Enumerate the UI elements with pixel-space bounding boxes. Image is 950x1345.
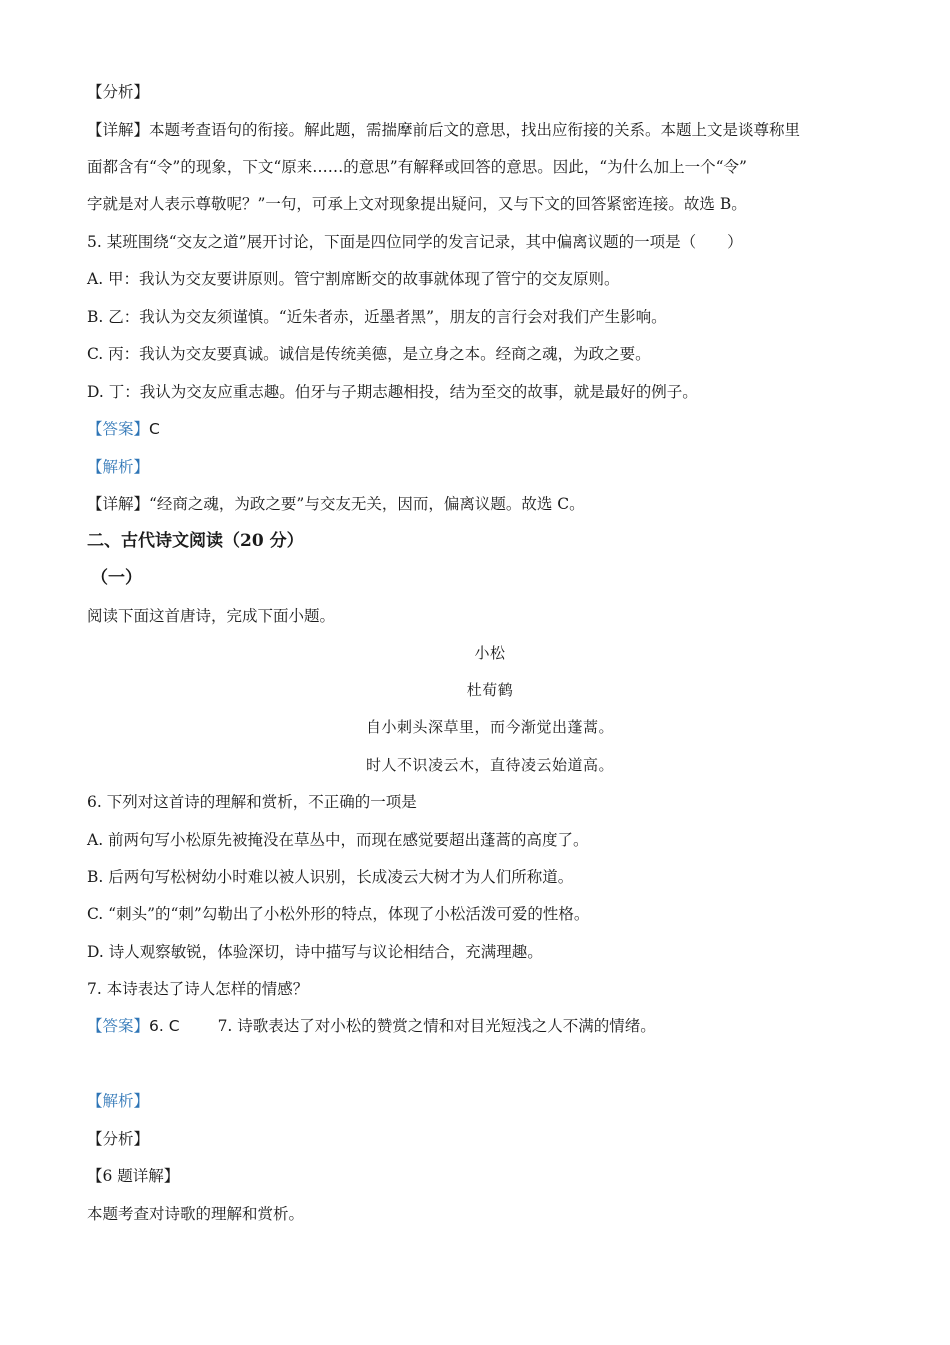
answer-label: 【答案】 xyxy=(87,420,150,438)
poem-line-2: 时人不识凌云木，直待凌云始道高。 xyxy=(365,756,614,774)
question-5-option-c: C. 丙：我认为交友要真诚。诚信是传统美德，是立身之本。经商之魂，为政之要。 xyxy=(87,345,651,363)
analysis-label: 【分析】 xyxy=(87,83,150,101)
question-5: 5. 某班围绕“交友之道”展开讨论，下面是四位同学的发言记录，其中偏离议题的一项是（ ） xyxy=(87,233,743,251)
poem-line-1: 自小刺头深草里，而今渐觉出蓬蒿。 xyxy=(365,718,614,736)
answer-value: C xyxy=(149,420,160,438)
question-5-option-b: B. 乙：我认为交友须谨慎。“近朱者赤，近墨者黑”，朋友的言行会对我们产生影响。 xyxy=(87,308,667,326)
question-6-option-c: C. “刺头”的“刺”勾勒出了小松外形的特点，体现了小松活泼可爱的性格。 xyxy=(87,905,590,923)
subsection-heading: （一） xyxy=(91,568,142,588)
question-5-option-d: D. 丁：我认为交友应重志趣。伯牙与子期志趣相投，结为至交的故事，就是最好的例子。 xyxy=(87,383,698,401)
detail-6-text: 本题考查对诗歌的理解和赏析。 xyxy=(87,1205,305,1223)
detail-paragraph-line2: 面都含有“令”的现象，下文“原来……的意思”有解释或回答的意思。因此，“为什么加上一个“令” xyxy=(87,158,747,176)
question-6: 6. 下列对这首诗的理解和赏析，不正确的一项是 xyxy=(87,793,417,811)
question-6-option-b: B. 后两句写松树幼小时难以被人识别，长成凌云大树才为人们所称道。 xyxy=(87,868,574,886)
question-6-option-d: D. 诗人观察敏锐，体验深切，诗中描写与议论相结合，充满理趣。 xyxy=(87,943,543,961)
detail-paragraph-line1: 【详解】本题考查语句的衔接。解此题，需揣摩前后文的意思，找出应衔接的关系。本题上文是谈尊称里 xyxy=(87,121,801,139)
explanation-label: 【解析】 xyxy=(87,458,150,476)
question-7: 7. 本诗表达了诗人怎样的情感？ xyxy=(87,980,309,998)
answer-5 xyxy=(87,418,160,440)
answer-7-value: 7. 诗歌表达了对小松的赞赏之情和对目光短浅之人不满的情绪。 xyxy=(217,1017,656,1035)
question-5-option-a: A. 甲：我认为交友要讲原则。管宁割席断交的故事就体现了管宁的交友原则。 xyxy=(87,270,620,288)
detail-5: 【详解】“经商之魂，为政之要”与交友无关，因而，偏离议题。故选 C。 xyxy=(87,495,585,513)
answer-6-7 xyxy=(87,1015,656,1037)
poem-title: 小松 xyxy=(474,644,506,662)
explanation-label-2: 【解析】 xyxy=(87,1092,150,1110)
question-6-option-a: A. 前两句写小松原先被掩没在草丛中，而现在感觉要超出蓬蒿的高度了。 xyxy=(87,831,589,849)
analysis-label-2: 【分析】 xyxy=(87,1130,150,1148)
poem-author: 杜荀鹤 xyxy=(466,681,514,699)
detail-paragraph-line3: 字就是对人表示尊敬呢？”一句，可承上文对现象提出疑问，又与下文的回答紧密连接。故选 B。 xyxy=(87,195,747,213)
answer-label: 【答案】 xyxy=(87,1017,150,1035)
reading-intro: 阅读下面这首唐诗，完成下面小题。 xyxy=(87,607,336,625)
section-heading: 二、古代诗文阅读（20 分） xyxy=(87,531,304,551)
detail-6-label: 【6 题详解】 xyxy=(87,1167,180,1185)
answer-6-value: 6. C xyxy=(149,1017,180,1035)
